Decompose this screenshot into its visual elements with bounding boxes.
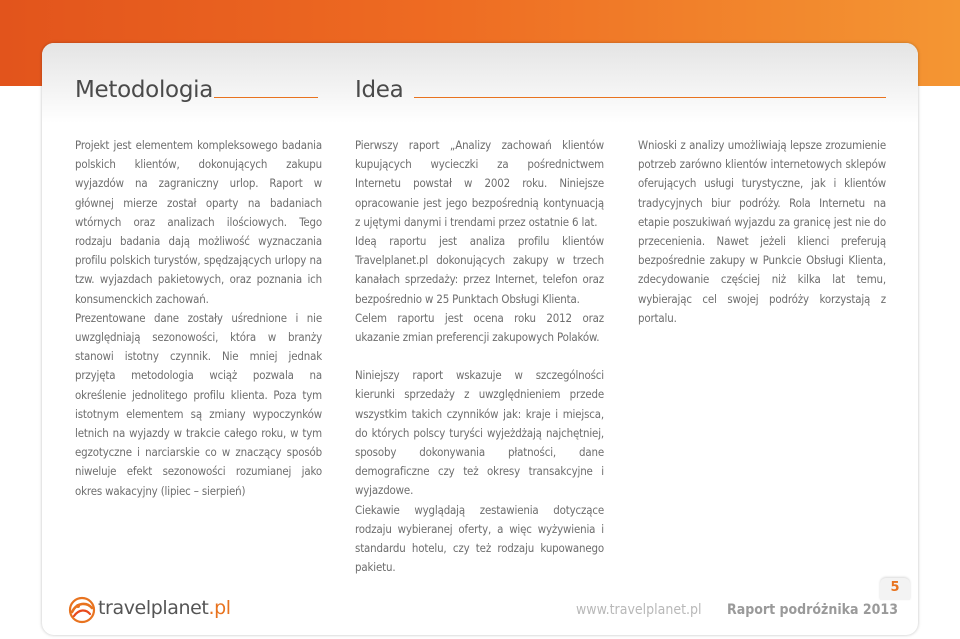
column-methodology xyxy=(75,136,322,501)
idea-paragraph: Niniejszy raport wskazuje w szczególności kierunki sprzedaży z uwzględnieniem przede wszystkim takich czynników jak: kraje i miejsca, do których polscy turyści wyjeżdżają najchętniej, sposoby dokonywania płatności, dane demograficzne czy też okresy transakcyjne i wyjazdowe. xyxy=(355,368,604,498)
heading-rule-metodologia xyxy=(214,97,318,98)
idea-paragraph: Ideą raportu jest analiza profilu klientów Travelplanet.pl dokonujących zakupy w trzech kanałach sprzedaży: przez Internet, telefon oraz bezpośrednio w 25 Punktach Obsługi Klienta. xyxy=(355,234,604,306)
idea-paragraph: Ciekawie wyglądają zestawienia dotyczące rodzaju wybieranej oferty, a więc wyżywienia i standardu hotelu, czy też rodzaju kupowanego pakietu. xyxy=(355,502,604,575)
footer-url-link[interactable]: www.travelplanet.pl xyxy=(576,602,702,618)
heading-rule-idea xyxy=(414,97,886,98)
methodology-paragraph: Prezentowane dane zostały uśrednione i nie uwzględniają sezonowości, która w branży stanowi istotny czynnik. Nie mniej jednak przyjęta metodologia wciąż pozwala na określenie jednolitego profilu klienta. Poza tym istotnym elementem są zmiany wypoczynków letnich na wyjazdy w trakcie całego roku, w tym egzotyczne i narciarskie co w znaczący sposób niweluje efekt sezonowości rozumianej jako okres wakacyjny (lipiec – sierpień) xyxy=(75,310,322,498)
column-conclusions xyxy=(638,136,886,328)
idea-paragraph: Pierwszy raport „Analizy zachowań klientów kupujących wycieczki za pośrednictwem Internetu powstał w 2002 roku. Niniejsze opracowanie jest jego bezpośrednią kontynuacją z ujętymi danymi i trendami przez ostatnie 6 lat. xyxy=(355,138,604,229)
paragraph-gap xyxy=(355,347,604,366)
logo-brand-text: travelplanet xyxy=(98,597,209,619)
methodology-paragraph: Projekt jest elementem kompleksowego badania polskich klientów, dokonujących zakupu wyjazdów na zagraniczny urlop. Raport w głównej mierze został oparty na badaniach wtórnych oraz analizach ilościowych. Tego rodzaju badania dają możliwość wyznaczania profilu polskich turystów, spędzających urlopy na tzw. wyjazdach pakietowych, oraz poznania ich konsumenckich zachowań. xyxy=(75,138,322,306)
conclusions-paragraph: Wnioski z analizy umożliwiają lepsze zrozumienie potrzeb zarówno klientów internetowych sklepów oferujących usługi turystyczne, jak i klientów tradycyjnych biur podróży. Rola Internetu na etapie poszukiwań wyjazdu za granicę jest nie do przecenienia. Nawet jeżeli klienci preferują bezpośrednie zakupy w Punkcie Obsługi Klienta, zdecydowanie częściej niż kilka lat temu, wybierając cel swojej podróży korzystają z portalu. xyxy=(638,138,886,325)
heading-metodologia: Metodologia xyxy=(75,77,214,103)
logo-wordmark xyxy=(98,597,231,619)
heading-idea: Idea xyxy=(355,77,404,103)
page-number: 5 xyxy=(890,580,900,595)
logo-suffix-text: .pl xyxy=(208,597,231,619)
travelplanet-swirl-logo-icon xyxy=(68,596,96,624)
footer-report-title: Raport podróżnika 2013 xyxy=(727,602,898,618)
column-idea xyxy=(355,136,604,577)
idea-paragraph: Celem raportu jest ocena roku 2012 oraz ukazanie zmian preferencji zakupowych Polaków. xyxy=(355,310,604,345)
